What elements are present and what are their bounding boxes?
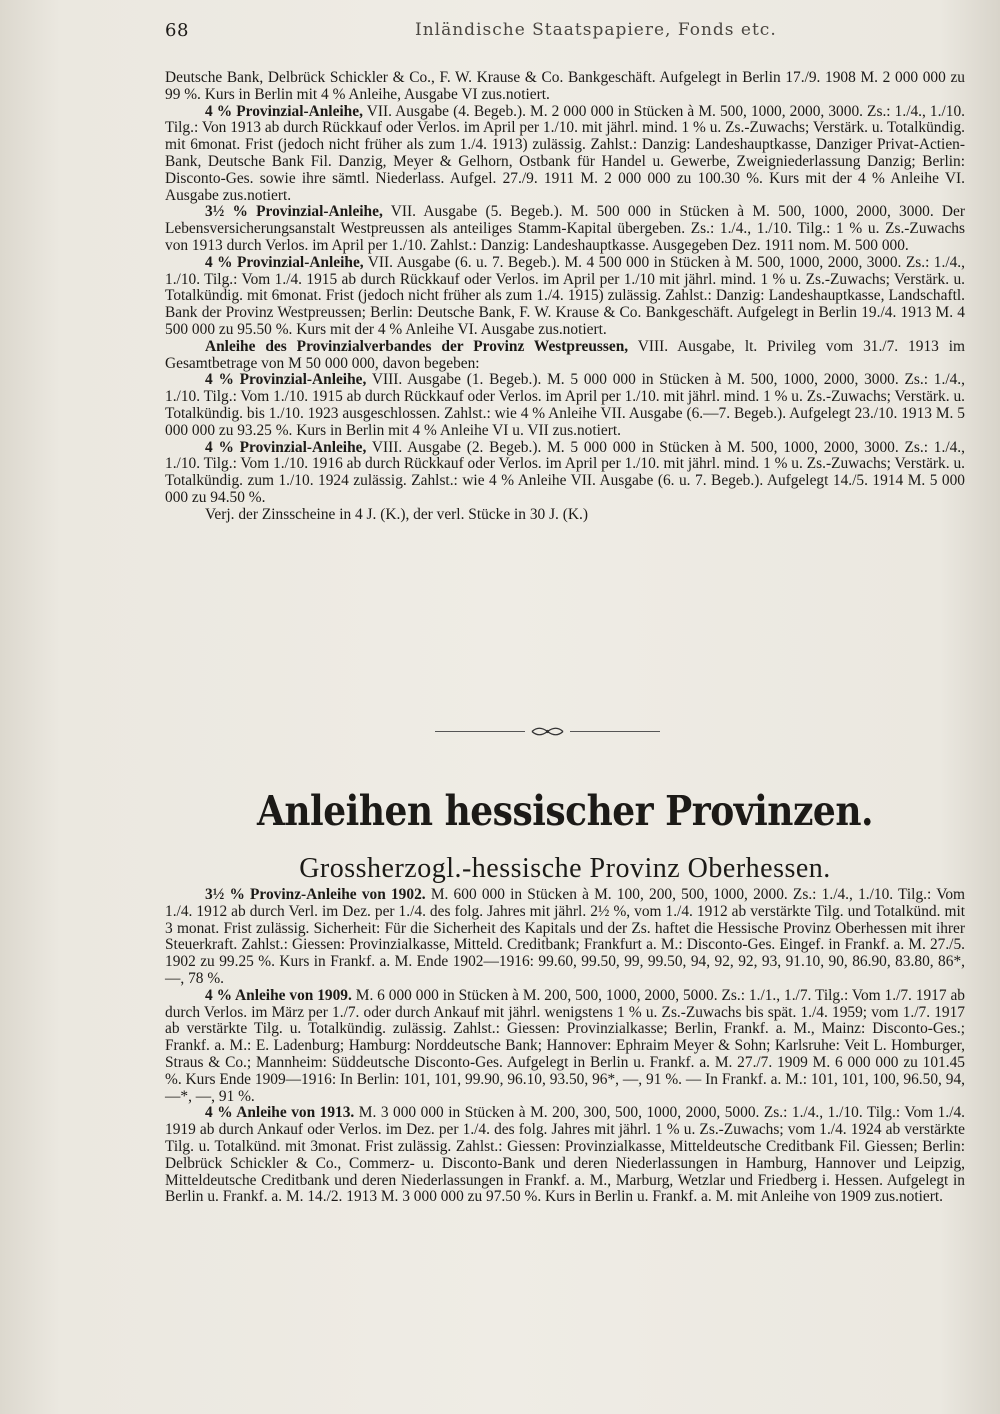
oberhessen-loans-text: [165, 887, 965, 1206]
loan-heading: 4 % Anleihe von 1913.: [205, 1104, 355, 1122]
divider-line-right: [570, 731, 660, 732]
section-divider: [435, 725, 660, 739]
loan-details: M. 3 000 000 in Stücken à M. 200, 300, 500, 1000, 2000, 5000. Zs.: 1./4., 1./10. Tilg.: Vom 1./4. 1919 ab durch Ankauf oder Verlos. im Dez. per 1./4. des folg. Jahres mit jährl. 1 % u. Zs.-Zuwachs; vom 1./4. 1924 ab verstärkte Tilg. u. Totalkünd. mit 3monat. Frist zulässig. Zahlst.: Giessen: Provinzialkasse, Mitteldeutsche Creditbank Fil. Giessen; Berlin: Delbrück Schickler & Co., Commerz- u. Disconto-Bank und deren Niederlassungen in Hamburg, Hannover und Leipzig, Mitteldeutsche Creditbank und deren Niederlassungen in Frankf. a. M., Marburg, Wetzlar und Friedberg i. Hessen. Aufgelegt in Berlin u. Frankf. a. M. 14./2. 1913 M. 3 000 000 zu 97.50 %. Kurs in Berlin u. Frankf. a. M. mit Anleihe von 1909 zus.notiert.: [165, 1104, 966, 1206]
loan-heading: 3½ % Provinzial-Anleihe,: [205, 203, 383, 221]
loan-heading: 4 % Anleihe von 1909.: [205, 986, 352, 1004]
paragraph-provinzial-anleihe-viii-2: [165, 440, 965, 507]
loan-details: VII. Ausgabe (4. Begeb.). M. 2 000 000 in Stücken à M. 500, 1000, 2000, 3000. Zs.: 1./4., 1./10. Tilg.: Von 1913 ab durch Rückkauf oder Verlos. im April per 1./10. mit jährl. mind. 1 % u. Zs.-Zuwachs; Verstärk. u. Totalkündig. mit 6monat. Frist (jedoch nicht früher als zum 1./4. 1913) zulässig. Zahlst.: Danzig: Landeshauptkasse, Danziger Privat-Actien-Bank, Deutsche Bank Fil. Danzig, Meyer & Gelhorn, Ostbank für Handel u. Gewerbe, Zweigniederlassung Danzig; Berlin: Disconto-Ges. sowie ihre sämtl. Niederlass. Aufgel. 27./9. 1911 M. 2 000 000 zu 100.30 %. Kurs mit der 4 % Anleihe VI. Ausgabe zus.notiert.: [165, 102, 965, 204]
page-header: [165, 20, 940, 44]
paragraph-provinzialverband-anleihe: [165, 339, 965, 373]
loan-heading: 4 % Provinzial-Anleihe,: [205, 253, 364, 271]
paragraph-verjaehrung: Verj. der Zinsscheine in 4 J. (K.), der verl. Stücke in 30 J. (K.): [205, 505, 588, 523]
loan-heading: 4 % Provinzial-Anleihe,: [205, 102, 363, 120]
running-head: Inländische Staatspapiere, Fonds etc.: [415, 20, 777, 40]
paragraph-provinzial-anleihe-viii-1: [165, 372, 965, 439]
paragraph-provinzial-anleihe-vii-5: [165, 204, 965, 254]
section-title: Anleihen hessischer Provinzen.: [256, 786, 874, 836]
loan-details: VII. Ausgabe (5. Begeb.). M. 500 000 in Stücken à M. 500, 1000, 2000, 3000. Der Lebensversicherungsanstalt Westpreussen als anteiliges Stamm-Kapital übergeben. Zs.: 1./4., 1./10. Tilg.: 1 % u. Zs.-Zuwachs von 1913 durch Verlos. im April per 1./10. Zahlst.: Danzig: Landeshauptkasse. Ausgegeben Dez. 1911 nom. M. 500 000.: [165, 203, 965, 254]
paragraph-provinzial-anleihe-vii-6-7: [165, 255, 965, 339]
loan-details: M. 6 000 000 in Stücken à M. 200, 500, 1000, 2000, 5000. Zs.: 1./1., 1./7. Tilg.: Vom 1./7. 1917 ab durch Verlos. im März per 1./7. oder durch Ankauf mit jährl. wenigstens 1 % u. Zs.-Zuwachs bis spät. 1./4. 1959; vom 1./7. 1917 ab verstärkte Tilg. u. Totalkündig. zulässig. Zahlst.: Giessen: Provinzialkasse; Berlin, Frankf. a. M., Mainz: Disconto-Ges.; Frankf. a. M.: E. Ladenburg; Hamburg: Norddeutsche Bank; Hannover: Ephraim Meyer & Sohn; Karlsruhe: Veit L. Homburger, Straus & Co.; Mannheim: Süddeutsche Disconto-Ges. Aufgelegt in Berlin u. Frankf. a. M. 27./7. 1909 M. 6 000 000 zu 101.45 %. Kurs Ende 1909—1916: In Berlin: 101, 101, 99.90, 96.10, 93.50, 96*, —, 91 %. — In Frankf. a. M.: 101, 101, 100, 96.50, 94, —*, —, 91 %.: [165, 986, 965, 1105]
loan-heading: 4 % Provinzial-Anleihe,: [205, 438, 367, 456]
loan-details: M. 600 000 in Stücken à M. 100, 200, 500, 1000, 2000. Zs.: 1./4., 1./10. Tilg.: Vom 1./4. 1912 ab durch Verl. im Dez. per 1./4. des folg. Jahres mit jährl. 2½ %, vom 1./4. 1912 ab verstärkte Tilg. und Totalkünd. mit 3 monat. Frist zulässig. Sicherheit: Für die Sicherheit des Kapitals und der Zs. haftet die Hessische Provinz Oberhessen mit ihrer Steuerkraft. Zahlst.: Giessen: Provinzialkasse, Mitteld. Creditbank; Frankfurt a. M.: Disconto-Ges. Eingef. in Frankf. a. M. 27./5. 1902 zu 99.25 %. Kurs in Frankf. a. M. Ende 1902—1916: 99.60, 99.50, 99, 99.50, 94, 92, 92, 93, 91.10, 90, 86.90, 83.80, 86*, —, 78 %.: [165, 886, 965, 987]
loan-heading: 3½ % Provinz-Anleihe von 1902.: [205, 886, 426, 903]
page-number: 68: [165, 20, 189, 41]
loan-details: VIII. Ausgabe (1. Begeb.). M. 5 000 000 in Stücken à M. 500, 1000, 2000, 3000. Zs.: 1./4., 1./10. Tilg.: Vom 1./10. 1915 ab durch Rückkauf oder Verlos. im April per 1./10. mit jährl. mind. 1 % u. Zs.-Zuwachs; Verstärk. u. Totalkündig. bis 1./10. 1923 ausgeschlossen. Zahlst.: wie 4 % Anleihe VII. Ausgabe (6.—7. Begeb.). Aufgelegt 23./10. 1913 M. 5 000 000 zu 93.25 %. Kurs in Berlin mit 4 % Anleihe VI u. VII zus.notiert.: [165, 371, 965, 439]
westpreussen-loans-text: [165, 70, 965, 524]
paragraph-anleihe-1902: [165, 887, 965, 988]
ornament-icon: [531, 725, 564, 738]
loan-details: VIII. Ausgabe, lt. Privileg vom 31./7. 1913 im Gesamtbetrage von M 50 000 000, davon begeben:: [165, 337, 966, 372]
loan-details: VII. Ausgabe (6. u. 7. Begeb.). M. 4 500 000 in Stücken à M. 500, 1000, 2000, 3000. Zs.: 1./4., 1./10. Tilg.: Vom 1./4. 1915 ab durch Rückkauf oder Verlos. im April per 1./10 mit jährl. mind. 1 % u. Zs.-Zuwachs; Verstärk. u. Totalkündig. mit 6monat. Frist (jedoch nicht früher als zum 1./4. 1915) zulässig. Zahlst.: Danzig: Landeshauptkasse, Landschaftl. Bank der Provinz Westpreussen; Berlin: Deutsche Bank, F. W. Krause & Co. Bankgeschäft. Aufgelegt in Berlin 19./4. 1913 M. 4 500 000 zu 95.50 %. Kurs mit der 4 % Anleihe VI. Ausgabe zus.notiert.: [165, 253, 965, 338]
paragraph-anleihe-1909: [165, 988, 965, 1106]
divider-line-left: [435, 731, 525, 732]
loan-details: VIII. Ausgabe (2. Begeb.). M. 5 000 000 in Stücken à M. 500, 1000, 2000, 3000. Zs.: 1./4., 1./10. Tilg.: Vom 1./10. 1916 ab durch Rückkauf oder Verlos. im April per 1./10. mit jährl. mind. 1 % u. Zs.-Zuwachs; Verstärk. u. Totalkündig. zum 1./10. 1924 zulässig. Zahlst.: wie 4 % Anleihe VII. Ausgabe (6. u. 7. Begeb.). Aufgelegt 14./5. 1914 M. 5 000 000 zu 94.50 %.: [165, 438, 965, 506]
subsection-title: Grossherzogl.-hessische Provinz Oberhessen.: [299, 853, 831, 884]
paragraph-provinzial-anleihe-vii-4: [165, 104, 965, 205]
paragraph-bank-syndicate: Deutsche Bank, Delbrück Schickler & Co., F. W. Krause & Co. Bankgeschäft. Aufgelegt in Berlin 17./9. 1908 M. 2 000 000 zu 99 %. Kurs in Berlin mit 4 % Anleihe, Ausgabe VI zus.notiert.: [165, 69, 965, 103]
paragraph-anleihe-1913: [165, 1105, 965, 1206]
loan-heading: Anleihe des Provinzialverbandes der Provinz Westpreussen,: [205, 337, 629, 355]
loan-heading: 4 % Provinzial-Anleihe,: [205, 371, 367, 389]
